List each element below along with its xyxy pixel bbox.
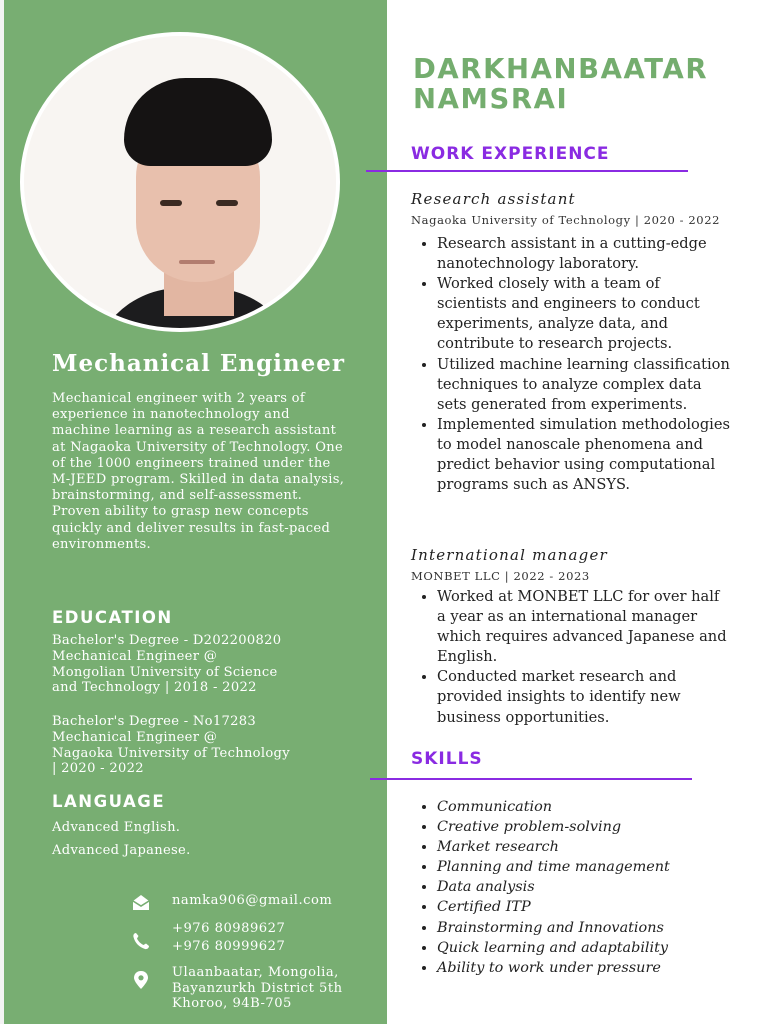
education-heading: EDUCATION <box>52 608 173 627</box>
skill-item: • Ability to work under pressure <box>437 958 757 978</box>
work-divider <box>366 170 688 172</box>
education-period: and Technology | 2018 - 2022 <box>52 680 257 696</box>
address-line: Ulaanbaatar, Mongolia, <box>172 965 339 980</box>
contact-phone-1[interactable]: +976 80989627 <box>172 921 286 936</box>
job-bullet: • Worked closely with a team of scientists and engineers to conduct experiments, analyze data, and contribute to research projects. <box>437 274 732 354</box>
job-bullet: • Conducted market research and provided insights to identify new business opportunities. <box>437 667 732 727</box>
profile-photo <box>20 32 340 332</box>
education-field: Mechanical Engineer @ <box>52 648 218 664</box>
contact-phone-2[interactable]: +976 80999627 <box>172 938 286 954</box>
address-line: Bayanzurkh District 5th <box>172 980 343 996</box>
education-entry <box>52 714 362 777</box>
language-heading: LANGUAGE <box>52 792 166 811</box>
skill-item: • Certified ITP <box>437 897 757 917</box>
skill-item: • Communication <box>437 797 757 817</box>
job-meta: Nagaoka University of Technology | 2020 - 2022 <box>411 213 721 227</box>
skill-item: • Brainstorming and Innovations <box>437 918 757 938</box>
profile-role: Mechanical Engineer <box>52 350 346 377</box>
education-school: Nagaoka University of Technology <box>52 745 290 761</box>
education-field: Mechanical Engineer @ <box>52 729 218 745</box>
job-bullet: • Worked at MONBET LLC for over half a year as an international manager which requires advanced Japanese and English. <box>437 587 732 667</box>
job-title: International manager <box>411 546 608 564</box>
education-degree: Bachelor's Degree - No17283 <box>52 714 256 729</box>
language-item: Advanced English. <box>52 820 181 835</box>
skill-item: • Market research <box>437 837 757 857</box>
name-line-2: NAMSRAI <box>413 83 569 115</box>
envelope-icon <box>130 893 152 913</box>
job-bullet: • Implemented simulation methodologies to model nanoscale phenomena and predict behavior using computational programs such as ANSYS. <box>437 415 732 495</box>
skill-item: • Quick learning and adaptability <box>437 938 757 958</box>
job-bullets <box>413 587 732 728</box>
skills-divider <box>370 778 692 780</box>
skill-item: • Planning and time management <box>437 857 757 877</box>
contact-email[interactable]: namka906@gmail.com <box>172 893 333 908</box>
job-bullet: • Research assistant in a cutting-edge nanotechnology laboratory. <box>437 234 732 274</box>
education-entry <box>52 633 362 696</box>
skill-item: • Data analysis <box>437 877 757 897</box>
address-line: Khoroo, 94B-705 <box>172 996 292 1011</box>
location-pin-icon <box>130 970 152 990</box>
language-item: Advanced Japanese. <box>52 843 191 858</box>
name-line-1: DARKHANBAATAR <box>413 53 709 85</box>
job-bullets <box>413 234 732 495</box>
education-degree: Bachelor's Degree - D202200820 <box>52 633 282 648</box>
skill-item: • Creative problem-solving <box>437 817 757 837</box>
work-experience-heading: WORK EXPERIENCE <box>411 144 610 164</box>
job-title: Research assistant <box>411 190 576 208</box>
resume-name <box>413 54 708 114</box>
sidebar-edge <box>0 0 4 1024</box>
education-school: Mongolian University of Science <box>52 664 278 680</box>
contact-phone <box>172 921 285 954</box>
job-meta: MONBET LLC | 2022 - 2023 <box>411 569 590 583</box>
skills-heading: SKILLS <box>411 749 483 769</box>
phone-icon <box>130 931 152 951</box>
profile-summary: Mechanical engineer with 2 years of experience in nanotechnology and machine learning as a research assistant at Nagaoka University of Technology. One of the 1000 engineers trained under the M-JEED program. Skilled in data analysis, brainstorming, and self-assessment. Proven ability to grasp new concepts quickly and deliver results in fast-paced environments. <box>52 391 345 552</box>
education-period: | 2020 - 2022 <box>52 761 144 777</box>
job-bullet: • Utilized machine learning classification techniques to analyze complex data sets generated from experiments. <box>437 355 732 415</box>
contact-address <box>172 965 343 1012</box>
skills-list <box>413 797 757 978</box>
